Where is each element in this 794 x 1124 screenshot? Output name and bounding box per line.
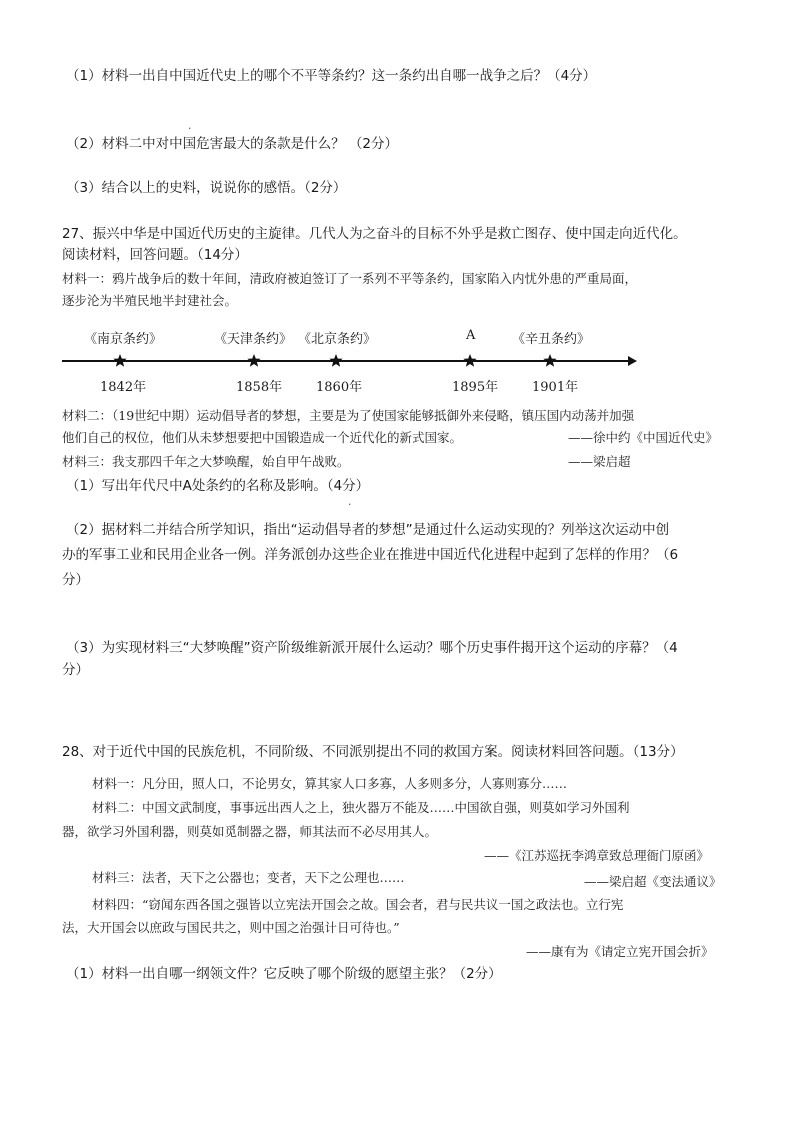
q27-sub2-line1: （2）据材料二并结合所学知识，指出“运动倡导者的梦想”是通过什么运动实现的？列举这次运动中创 <box>66 522 670 538</box>
scan-mark: · <box>348 498 352 511</box>
q28-material4-line2: 法，大开国会以庶政与国民共之，则中国之治强计日可待也。” <box>62 920 400 935</box>
timeline-star-marker <box>247 354 260 367</box>
q27-sub3-line2: 分） <box>62 662 89 678</box>
q27-material3: 材料三：我支那四千年之大梦唤醒，始自甲午战败。 <box>62 454 350 469</box>
q28-material2-line1: 材料二：中国文武制度，事事远出西人之上，独火器万不能及……中国欲自强，则莫如学习外国利 <box>92 800 630 815</box>
q28-material2-source: ——《江苏巡抚李鸿章致总理衙门原函》 <box>484 848 710 863</box>
timeline-treaty-a: A <box>466 328 476 343</box>
q27-material1-line1: 材料一：鸦片战争后的数十年间，清政府被迫签订了一系列不平等条约，国家陷入内忧外患的严重局面， <box>62 271 638 286</box>
timeline-year-1860: 1860年 <box>316 380 363 395</box>
timeline-star-marker <box>463 354 476 367</box>
timeline-year-1901: 1901年 <box>532 380 579 395</box>
timeline-treaty-xinchou: 《辛丑条约》 <box>512 332 591 347</box>
scan-mark: · <box>188 122 192 135</box>
q28-material1: 材料一：凡分田，照人口，不论男女，算其家人口多寡，人多则多分，人寡则寡分…… <box>92 776 568 791</box>
q28-stem: 28、对于近代中国的民族危机，不同阶级、不同派别提出不同的救国方案。阅读材料回答问题。（13分） <box>62 744 684 760</box>
q27-material3-source: ——梁启超 <box>568 454 631 469</box>
q27-sub3-line1: （3）为实现材料三“大梦唤醒”资产阶级维新派开展什么运动？哪个历史事件揭开这个运动的序幕？（4 <box>66 640 678 656</box>
q28-material4-source: ——康有为《请定立宪开国会折》 <box>526 944 714 959</box>
timeline-year-1842: 1842年 <box>100 380 147 395</box>
q27-sub2-line2: 办的军事工业和民用企业各一例。洋务派创办这些企业在推进中国近代化进程中起到了怎样的作用？（6 <box>62 547 679 563</box>
q28-material3: 材料三：法者，天下之公器也；变者，天下之公理也…… <box>92 870 405 885</box>
q27-sub1: （1）写出年代尺中A处条约的名称及影响。（4分） <box>66 478 370 494</box>
q27-stem-line2: 阅读材料，回答问题。（14分） <box>62 247 248 263</box>
timeline-axis <box>0 347 794 377</box>
timeline-treaty-tianjin: 《天津条约》 <box>214 332 293 347</box>
q27-stem-line1: 27、振兴中华是中国近代历史的主旋律。几代人为之奋斗的目标不外乎是救亡图存、使中国走向近代化。 <box>62 226 687 242</box>
timeline-treaty-nanjing: 《南京条约》 <box>84 332 163 347</box>
q27-sub2-line3: 分） <box>62 572 89 588</box>
q27-material1-line2: 逐步沦为半殖民地半封建社会。 <box>62 293 238 308</box>
timeline-star-marker <box>329 354 342 367</box>
question-1: （1）材料一出自中国近代史上的哪个不平等条约？这一条约出自哪一战争之后？（4分） <box>66 68 597 84</box>
timeline-star-marker <box>113 354 126 367</box>
timeline-star-marker <box>543 354 556 367</box>
q27-material2-source: ——徐中约《中国近代史》 <box>568 430 719 445</box>
q28-material2-line2: 器，欲学习外国利器，则莫如觅制器之器，师其法而不必尽用其人。 <box>62 824 438 839</box>
q27-material2-line2: 他们自己的权位，他们从未梦想要把中国锻造成一个近代化的新式国家。 <box>62 430 463 445</box>
timeline-year-1895: 1895年 <box>452 380 499 395</box>
question-2: （2）材料二中对中国危害最大的条款是什么？ （2分） <box>66 136 398 152</box>
timeline-treaty-beijing: 《北京条约》 <box>298 332 377 347</box>
q27-material2-line1: 材料二：（19世纪中期）运动倡导者的梦想，主要是为了使国家能够抵御外来侵略，镇压国内动荡并加强 <box>62 408 635 423</box>
question-3: （3）结合以上的史料，说说你的感悟。（2分） <box>66 180 347 196</box>
timeline-year-1858: 1858年 <box>236 380 283 395</box>
q28-material4-line1: 材料四：“窃闻东西各国之强皆以立宪法开国会之故。国会者，君与民共议一国之政法也。立行宪 <box>92 897 624 912</box>
q28-material3-source: ——梁启超《变法通议》 <box>584 874 722 889</box>
q28-sub1: （1）材料一出自哪一纲领文件？它反映了哪个阶级的愿望主张？（2分） <box>66 966 502 982</box>
